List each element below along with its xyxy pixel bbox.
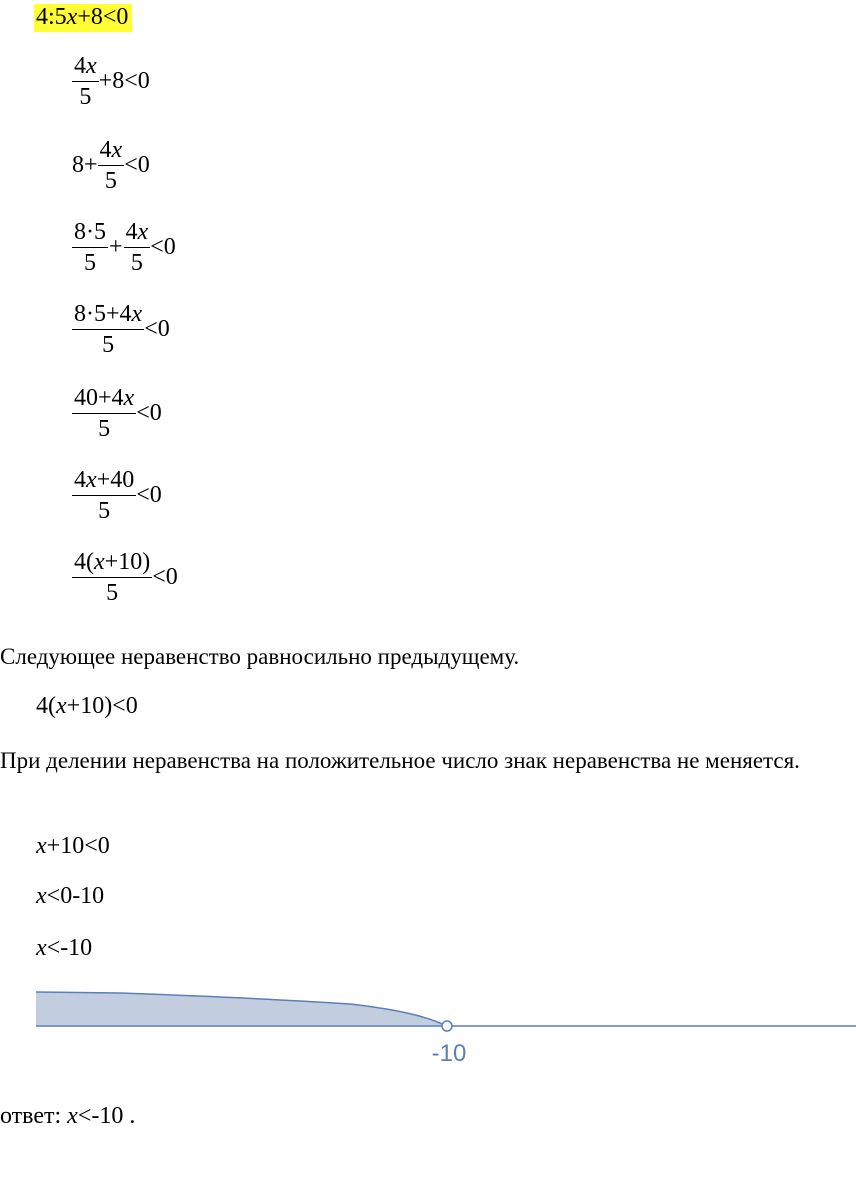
fraction: $\frac{8\cdot 5}{5}$	[74, 219, 106, 276]
fraction: $\frac{8\cdot 5+4x}{5}$	[74, 301, 143, 358]
open-point	[442, 1021, 452, 1031]
fraction: $\frac{4x}{5}$	[74, 53, 97, 110]
fraction: $\frac{4(x+10)}{5}$	[74, 549, 151, 606]
equation-1: 4(x+10)<0	[36, 693, 138, 719]
step-6: $\frac{4x+40}{5}$ <0	[74, 467, 162, 524]
step-1: $\frac{4x}{5}$ +8<0	[74, 53, 150, 110]
point-label: -10	[431, 1040, 467, 1067]
number-line	[0, 980, 856, 1070]
step-4: $\frac{8\cdot 5+4x}{5}$ <0	[74, 301, 170, 358]
fraction: $\frac{4x}{5}$	[99, 137, 123, 194]
fraction: $\frac{4x}{5}$	[125, 219, 149, 276]
equation-4: x<-10	[36, 935, 93, 961]
step-3: $\frac{8\cdot 5}{5}$ + $\frac{4x}{5}$ <0	[74, 219, 176, 276]
task-expression: 4:5x+8<0	[34, 4, 132, 32]
step-5: $\frac{40+4x}{5}$ <0	[74, 385, 162, 442]
explanation-text-2: При делении неравенства на положительное число знак неравенства не меняется.	[0, 748, 800, 773]
equation-3: x<0-10	[36, 883, 105, 909]
fraction: $\frac{40+4x}{5}$	[74, 385, 135, 442]
explanation-text-1: Следующее неравенство равносильно предыдущему.	[0, 644, 520, 669]
answer-line: ответ: x<-10 .	[0, 1103, 136, 1129]
fraction: $\frac{4x+40}{5}$	[74, 467, 135, 524]
step-7: $\frac{4(x+10)}{5}$ <0	[74, 549, 178, 606]
equation-2: x+10<0	[36, 833, 110, 859]
step-2: 8+ $\frac{4x}{5}$ <0	[72, 137, 150, 194]
